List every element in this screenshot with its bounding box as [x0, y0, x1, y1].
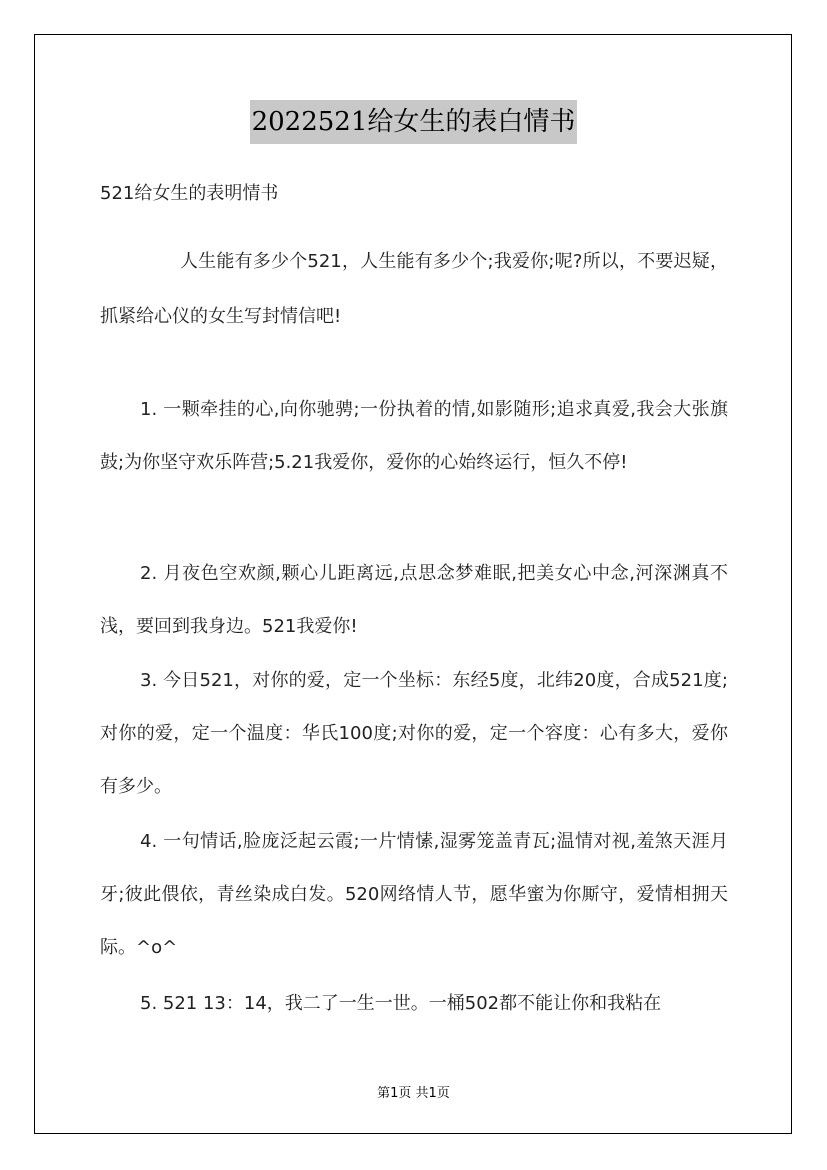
- title-container: [0, 100, 827, 144]
- paragraph-item-2: 2. 月夜色空欢颜,颗心儿距离远,点思念梦难眠,把美女心中念,河深渊真不浅，要回到我身边。521我爱你!: [100, 563, 728, 637]
- document-title: 2022521给女生的表白情书: [250, 100, 578, 144]
- paragraph-item-1: 1. 一颗牵挂的心,向你驰骋;一份执着的情,如影随形;追求真爱,我会大张旗鼓;为你坚守欢乐阵营;5.21我爱你，爱你的心始终运行，恒久不停!: [100, 399, 728, 473]
- paragraph-item-5: 5. 521 13：14，我二了一生一世。一桶502都不能让你和我粘在: [140, 993, 662, 1014]
- paragraph-item-4: 4. 一句情话,脸庞泛起云霞;一片情愫,湿雾笼盖青瓦;温情对视,羞煞天涯月牙;彼此偎依，青丝染成白发。520网络情人节，愿华蜜为你厮守，爱情相拥天际。^o^: [100, 831, 728, 958]
- paragraph-item-3: 3. 今日521，对你的爱，定一个坐标：东经5度，北纬20度，合成521度;对你的爱，定一个温度：华氏100度;对你的爱，定一个容度：心有多大，爱你有多少。: [100, 670, 728, 797]
- intro-paragraph: 人生能有多少个521，人生能有多少个;我爱你;呢?所以，不要迟疑，抓紧给心仪的女生写封情信吧!: [100, 251, 728, 327]
- page-footer: 第1页 共1页: [377, 1086, 450, 1101]
- document-subtitle: 521给女生的表明情书: [100, 183, 279, 204]
